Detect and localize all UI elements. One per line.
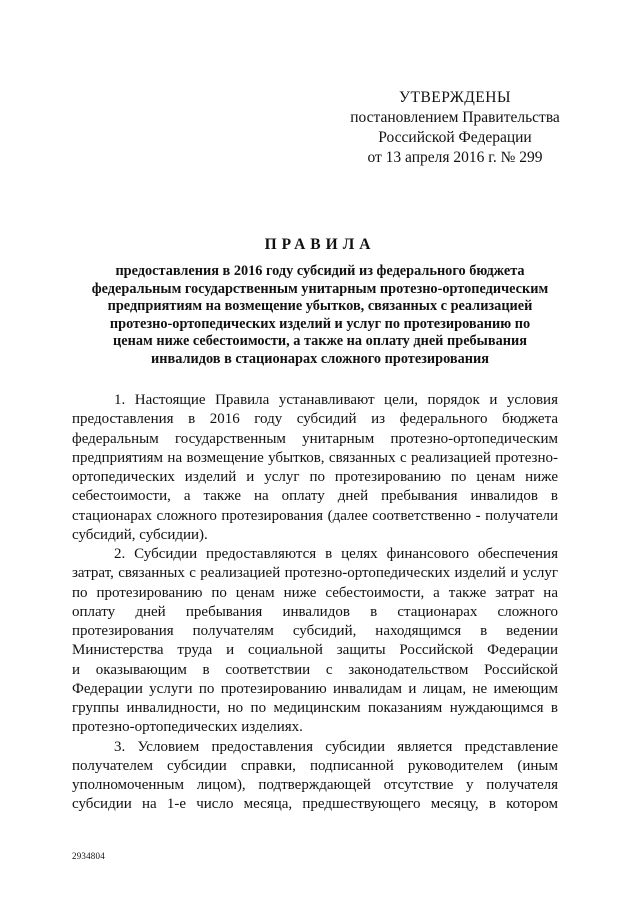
- text-line: 3. Условием предоставления субсидии является представление: [114, 738, 558, 755]
- text-line: 1. Настоящие Правила устанавливают цели, порядок и условия: [114, 392, 558, 408]
- text-line: субсидии на 1-е число месяца, предшествующего месяцу, в котором: [72, 796, 558, 813]
- text-line: себестоимости, а также на оплату дней пребывания инвалидов в: [72, 488, 558, 505]
- text-line: по протезированию по ценам ниже себестоимости, а также затрат на: [72, 584, 558, 601]
- text-line: предприятиям на возмещение убытков, связанных с реализацией протезно-: [72, 449, 558, 466]
- text-line: затрат, связанных с реализацией протезно-ортопедических изделий и услуг: [72, 565, 558, 582]
- text-line: получателем субсидии справки, подписанной руководителем (иным: [72, 757, 558, 774]
- text-line: и оказывающим в соответствии с законодательством Российской: [72, 661, 558, 678]
- text-line: 2. Субсидии предоставляются в целях финансового обеспечения: [114, 546, 558, 562]
- text-line: группы инвалидности, но по медицинским показаниям нуждающимся в: [72, 700, 558, 716]
- paragraph-2: [72, 545, 558, 738]
- document-title: ПРАВИЛА: [264, 236, 376, 253]
- subtitle-line: инвалидов в стационарах сложного протезирования: [151, 350, 489, 367]
- approval-line-1: постановлением Правительства: [350, 109, 560, 126]
- subtitle-line: протезно-ортопедических изделий и услуг по протезированию по: [109, 315, 531, 332]
- paragraph-1: [72, 391, 558, 545]
- text-line: оплату дней пребывания инвалидов в стационарах сложного: [72, 603, 558, 620]
- text-line: протезно-ортопедических изделиях.: [72, 719, 303, 736]
- approval-heading: УТВЕРЖДЕНЫ: [399, 89, 511, 106]
- document-body: [72, 391, 558, 815]
- subtitle-line: предоставления в 2016 году субсидий из федерального бюджета: [115, 263, 525, 279]
- subtitle-line: ценам ниже себестоимости, а также на оплату дней пребывания: [113, 333, 527, 349]
- approval-line-2: Российской Федерации: [378, 129, 532, 146]
- document-subtitle: [72, 263, 568, 368]
- text-line: федеральным государственным унитарным протезно-ортопедическим: [72, 430, 558, 447]
- text-line: уполномоченным лицом), подтверждающей отсутствие у получателя: [72, 777, 558, 793]
- text-line: стационарах сложного протезирования (далее соответственно - получатели: [72, 507, 558, 524]
- text-line: субсидий, субсидии).: [72, 526, 208, 543]
- approval-block: [340, 88, 570, 168]
- subtitle-line: предприятиям на возмещение убытков, связанных с реализацией: [107, 298, 533, 314]
- text-line: ортопедических изделий и услуг по протезированию по ценам ниже: [72, 469, 558, 485]
- text-line: предоставления в 2016 году субсидий из федерального бюджета: [72, 411, 558, 428]
- text-line: Министерства труда и социальной защиты Российской Федерации: [72, 642, 558, 659]
- paragraph-3: [72, 738, 558, 815]
- approval-line-3: от 13 апреля 2016 г. № 299: [367, 149, 543, 166]
- text-line: протезирования получателям субсидий, находящимся в ведении: [72, 623, 558, 639]
- subtitle-line: федеральным государственным унитарным протезно-ортопедическим: [91, 280, 549, 297]
- text-line: Федерации услуги по протезированию инвалидам и лицам, не имеющим: [72, 680, 558, 697]
- document-code: 2934804: [72, 851, 105, 861]
